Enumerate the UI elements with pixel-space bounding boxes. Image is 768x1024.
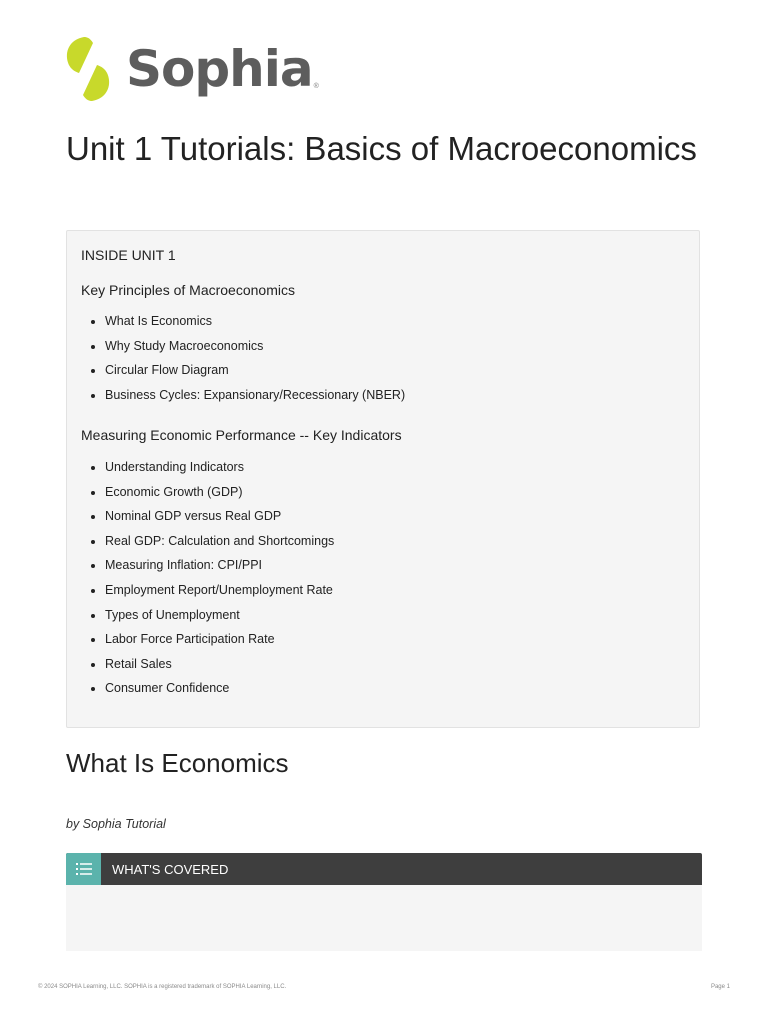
whats-covered-body: [66, 885, 702, 951]
list-icon: [66, 853, 101, 885]
footer-copyright: © 2024 SOPHIA Learning, LLC. SOPHIA is a registered trademark of SOPHIA Learning, LLC.: [38, 984, 287, 990]
registered-mark: ®: [313, 83, 319, 90]
article-title: What Is Economics: [66, 748, 289, 778]
topic-item[interactable]: • What Is Economics: [105, 309, 405, 334]
topic-item[interactable]: • Nominal GDP versus Real GDP: [105, 504, 334, 529]
topic-item[interactable]: • Real GDP: Calculation and Shortcomings: [105, 529, 334, 554]
whats-covered-label: WHAT'S COVERED: [112, 861, 229, 877]
topic-item[interactable]: • Business Cycles: Expansionary/Recessionary (NBER): [105, 383, 405, 408]
topic-item[interactable]: • Consumer Confidence: [105, 676, 334, 701]
topic-item[interactable]: • Labor Force Participation Rate: [105, 627, 334, 652]
topic-item[interactable]: • Understanding Indicators: [105, 455, 334, 480]
topic-item[interactable]: • Measuring Inflation: CPI/PPI: [105, 553, 334, 578]
topic-list: [105, 455, 334, 701]
topic-list: [105, 309, 405, 407]
section-heading: Key Principles of Macroeconomics: [81, 282, 295, 298]
inside-unit-label: INSIDE UNIT 1: [81, 247, 176, 263]
topic-item[interactable]: • Circular Flow Diagram: [105, 358, 405, 383]
sophia-logo: [66, 36, 319, 102]
sophia-logo-icon: [66, 36, 110, 102]
whats-covered-bar: [66, 853, 702, 885]
topic-item[interactable]: • Economic Growth (GDP): [105, 480, 334, 505]
section-heading: Measuring Economic Performance -- Key Indicators: [81, 427, 402, 443]
inside-unit-box: [66, 230, 700, 728]
topic-item[interactable]: • Why Study Macroeconomics: [105, 334, 405, 359]
topic-item[interactable]: • Employment Report/Unemployment Rate: [105, 578, 334, 603]
topic-item[interactable]: • Types of Unemployment: [105, 603, 334, 628]
page-title: Unit 1 Tutorials: Basics of Macroeconomics: [66, 130, 697, 167]
topic-item[interactable]: • Retail Sales: [105, 652, 334, 677]
logo-wordmark: Sophia: [126, 40, 313, 98]
byline: by Sophia Tutorial: [66, 817, 166, 831]
footer-page-number: Page 1: [710, 984, 730, 990]
